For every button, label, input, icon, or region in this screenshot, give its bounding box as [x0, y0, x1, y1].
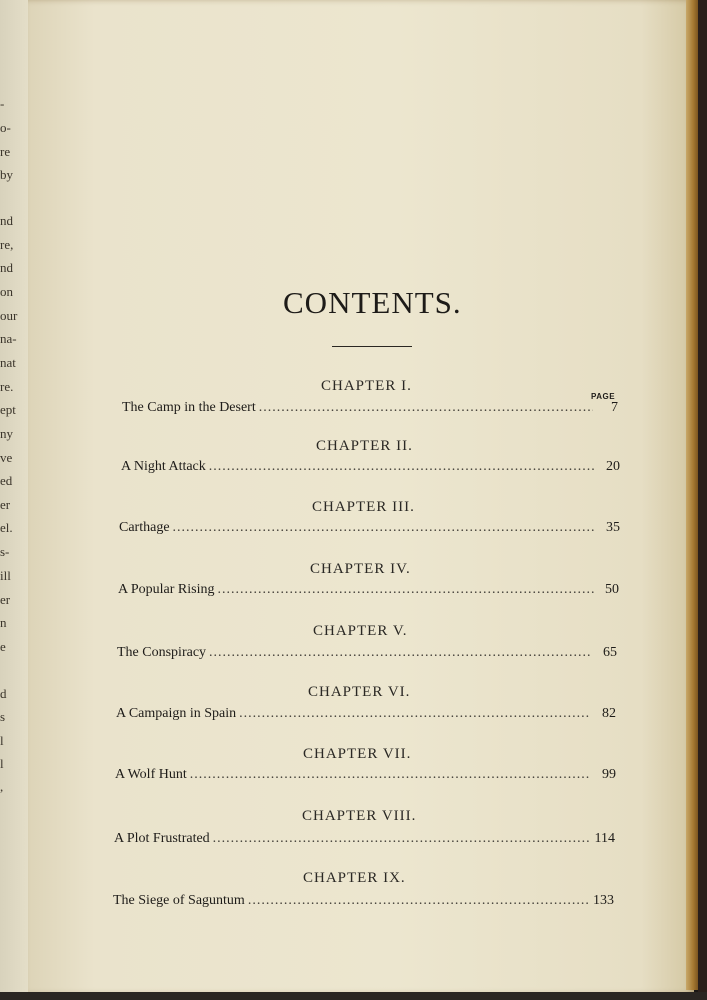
page-bottom-edge [0, 992, 707, 1000]
facing-page-text: e [0, 639, 6, 654]
facing-page-text: l [0, 733, 4, 748]
facing-page-text: ny [0, 426, 13, 441]
facing-page-text: ept [0, 402, 16, 417]
dot-leader [239, 706, 591, 722]
book-spine [686, 0, 698, 990]
entry-title: A Popular Rising [118, 582, 215, 597]
dot-leader [248, 893, 589, 909]
toc-entry[interactable] [119, 520, 620, 536]
facing-page-text: nat [0, 355, 16, 370]
chapter-heading: CHAPTER VII. [303, 746, 412, 762]
facing-page-text: ill [0, 568, 11, 583]
contents-title: CONTENTS. [283, 285, 462, 320]
entry-page-number: 35 [606, 520, 620, 535]
dot-leader [209, 645, 592, 661]
entry-page-number: 99 [602, 767, 616, 782]
entry-title: The Siege of Saguntum [113, 893, 245, 908]
entry-page-number: 20 [606, 459, 620, 474]
facing-page-text: by [0, 167, 13, 182]
toc-entry[interactable] [118, 582, 619, 598]
facing-page-text: s [0, 709, 6, 724]
facing-page-text: re [0, 144, 11, 159]
page-column-label: PAGE [591, 392, 616, 401]
entry-title: The Conspiracy [117, 645, 207, 660]
title-rule [332, 346, 412, 347]
facing-page-text: o- [0, 120, 11, 135]
chapter-heading: CHAPTER IX. [303, 870, 406, 886]
facing-page-text: ed [0, 473, 13, 488]
facing-page-text: on [0, 284, 13, 299]
facing-page-text: nd [0, 213, 13, 228]
toc-entry[interactable] [117, 645, 617, 661]
facing-page-text: our [0, 308, 18, 323]
toc-entry[interactable] [115, 767, 616, 783]
entry-title: A Wolf Hunt [115, 767, 187, 782]
dot-leader [213, 831, 590, 847]
dot-leader [259, 400, 593, 416]
facing-page-text: re. [0, 379, 14, 394]
facing-page-text: er [0, 592, 11, 607]
toc-entry[interactable] [113, 893, 614, 909]
entry-title: Carthage [119, 520, 170, 535]
facing-page-text: , [0, 779, 4, 794]
chapter-heading: CHAPTER IV. [310, 561, 411, 577]
book-edge [698, 0, 707, 1000]
toc-entry[interactable] [114, 831, 615, 847]
dot-leader [190, 767, 591, 783]
facing-page-text: re, [0, 237, 14, 252]
entry-page-number: 7 [611, 400, 618, 415]
chapter-heading: CHAPTER I. [321, 378, 412, 394]
entry-title: A Plot Frustrated [114, 831, 210, 846]
entry-title: The Camp in the Desert [122, 400, 256, 415]
chapter-heading: CHAPTER II. [316, 438, 413, 454]
chapter-heading: CHAPTER VIII. [302, 808, 417, 824]
toc-entry[interactable] [121, 459, 620, 475]
entry-page-number: 82 [602, 706, 616, 721]
chapter-heading: CHAPTER VI. [308, 684, 411, 700]
dot-leader [173, 520, 595, 536]
entry-page-number: 50 [605, 582, 619, 597]
facing-page-text: nd [0, 260, 13, 275]
facing-page-text: el. [0, 520, 13, 535]
dot-leader [217, 582, 594, 598]
chapter-heading: CHAPTER V. [313, 623, 408, 639]
entry-page-number: 133 [593, 893, 614, 908]
entry-page-number: 114 [594, 831, 615, 846]
facing-page-text: l [0, 756, 4, 771]
facing-page-text: - [0, 96, 5, 111]
facing-page-text: ve [0, 450, 13, 465]
toc-entry[interactable] [122, 400, 618, 416]
facing-page-text: n [0, 615, 7, 630]
facing-page-text: s- [0, 544, 10, 559]
facing-page-text: d [0, 686, 7, 701]
facing-page-text: er [0, 497, 11, 512]
entry-title: A Campaign in Spain [116, 706, 237, 721]
chapter-heading: CHAPTER III. [312, 499, 415, 515]
entry-title: A Night Attack [121, 459, 206, 474]
facing-page-text: na- [0, 331, 17, 346]
dot-leader [209, 459, 595, 475]
toc-entry[interactable] [116, 706, 616, 722]
entry-page-number: 65 [603, 645, 617, 660]
